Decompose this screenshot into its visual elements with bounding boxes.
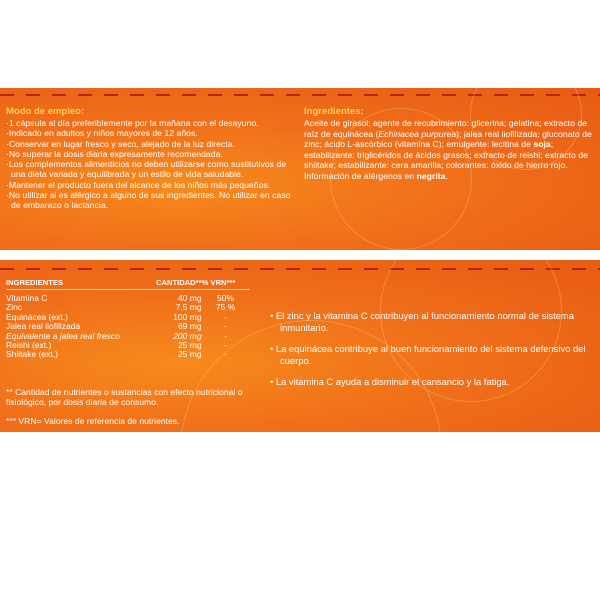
nutrition-table	[6, 278, 250, 360]
top-label-panel	[0, 88, 600, 250]
usage-title: Modo de empleo:	[6, 106, 85, 117]
header-vrn: % VRN***	[202, 278, 250, 290]
table-row: Equivalente a jalea real fresco 200 mg -	[6, 330, 227, 341]
ingredients-title: Ingredientes:	[304, 106, 364, 117]
usage-item: ·Los complementos alimenticios no deben utilizarse como sustitutivos de una dieta variada y equilibrada y un estilo de vida saludable.	[6, 159, 287, 180]
usage-item: ·No utilizar si es alérgico a alguno de sus ingredientes. No utilizar en caso de embarazo o lactancia.	[6, 190, 291, 211]
ingredients-text: Aceite de girasol; agente de recubrimiento: glicerina; gelatina; extracto de raíz de equinácea (Echinacea purpurea); jalea real liofilizada; gluconato de zinc; ácido L-ascórbico (vitamina C); emulgente: lecitina de soja; estabilizante: triglicéridos de ácidos grasos; extracto de reishi; extracto de shiitake; estabilizante: cera amarilla; colorantes: óxido de hierro rojo. Información de alérgenos en negrita.	[304, 118, 592, 181]
usage-list	[6, 118, 294, 211]
claim-item: • El zinc y la vitamina C contribuyen al funcionamiento normal de sistema inmunitario.	[270, 310, 574, 333]
usage-item: ·1 cápsula al día preferiblemente por la mañana con el desayuno.	[6, 118, 259, 128]
table-row: Equinácea (ext.) 100 mg -	[6, 311, 227, 322]
header-quantity: CANTIDAD**	[156, 278, 202, 290]
claim-item: • La vitamina C ayuda a disminuir el cansancio y la fatiga.	[270, 376, 510, 388]
usage-item: ·No superar la dosis diaria expresamente recomendada.	[6, 148, 223, 159]
health-claims	[270, 310, 590, 398]
table-row: Vitamina C 40 mg 50%	[6, 293, 235, 303]
bottom-label-panel	[0, 260, 600, 432]
footnote-vrn: *** VRN= Valores de referencia de nutrientes.	[6, 416, 180, 426]
table-row: Shiitake (ext.) 25 mg -	[6, 349, 227, 360]
claim-item: • La equinácea contribuye al buen funcionamiento del sistema defensivo del cuerpo.	[270, 343, 586, 366]
usage-item: ·Mantener el producto fuera del alcance de los niños más pequeños.	[6, 179, 271, 190]
header-ingredients: INGREDIENTES	[6, 278, 156, 290]
usage-item: ·Conservar en lugar fresco y seco, alejado de la luz directa.	[6, 138, 235, 149]
usage-item: ·Indicado en adultos y niños mayores de 12 años.	[6, 128, 198, 139]
footnote-quantity: ** Cantidad de nutrientes o sustancias con efecto nutricional o fisiológico, por dosis diaria de consumo.	[6, 387, 243, 408]
table-row: Zinc 7,5 mg 75 %	[6, 302, 236, 313]
table-row: Reishi (ext.) 25 mg -	[6, 340, 227, 351]
table-header-row	[6, 278, 250, 290]
table-row: Jalea real liofilizada 69 mg -	[6, 321, 227, 332]
